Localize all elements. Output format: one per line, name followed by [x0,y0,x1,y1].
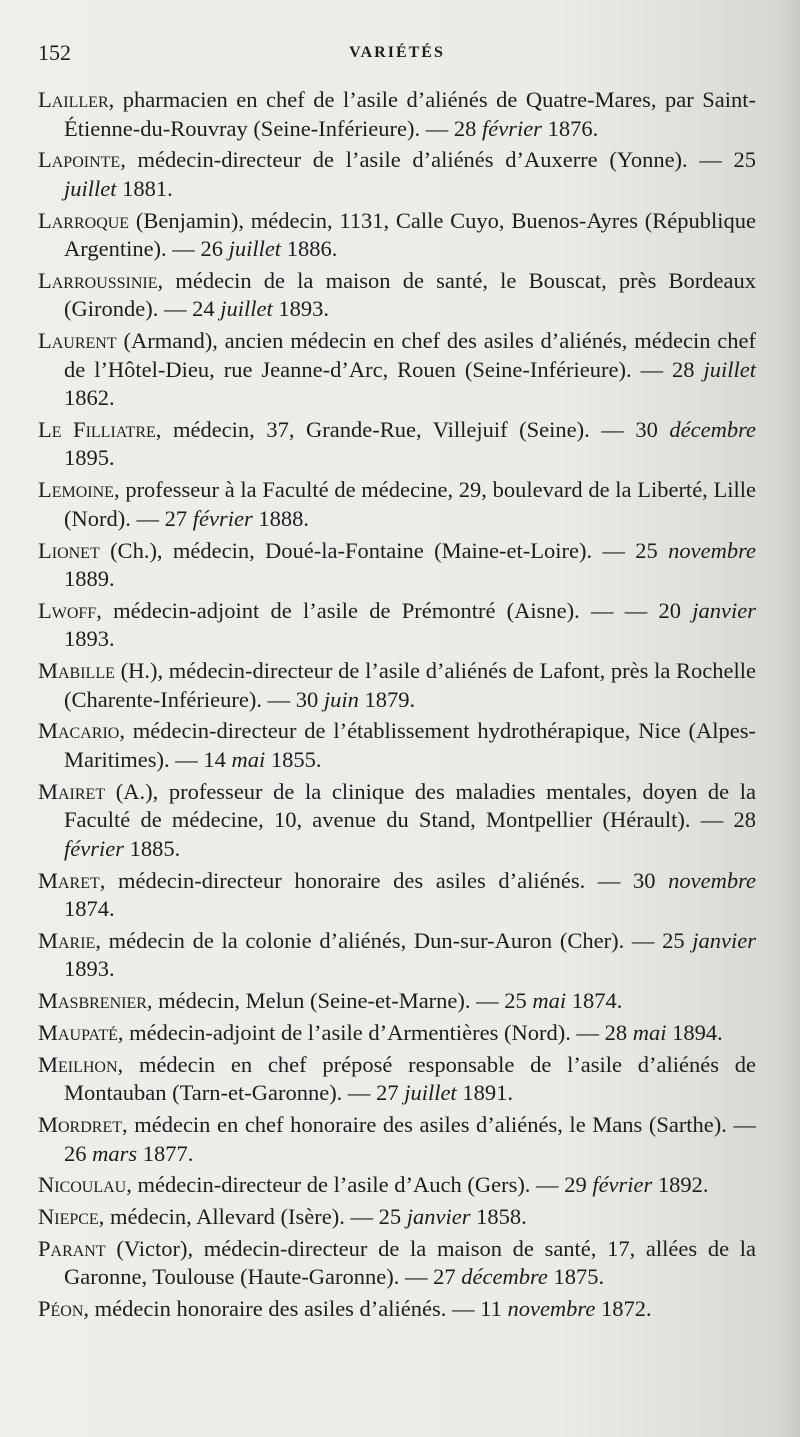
directory-entry: Niepce, médecin, Allevard (Isère). — 25 janvier 1858. [38,1204,527,1230]
entry-date-month: mars [92,1140,138,1166]
entry-name: Marie [38,927,96,953]
directory-entry: Nicoulau, médecin-directeur de l’asile d’Auch (Gers). — 29 février 1892. [38,1172,709,1198]
entry-details: (Armand), ancien médecin en chef des asiles d’aliénés, médecin chef de l’Hôtel-Dieu, rue Jeanne-d’Arc, Rouen (Seine-Inférieure). — [64,328,756,382]
entry-name: Niepce [38,1204,99,1230]
entry-details: médecin honoraire des asiles d’aliénés. — [94,1296,481,1322]
entry-name: Mairet [38,778,106,804]
entry-date-year: 1894. [672,1019,723,1045]
directory-entry [38,778,756,864]
entry-date-day: 30 [633,867,656,893]
entry-date-day: 25 [662,927,685,953]
directory-entry: Marie, médecin de la colonie d’aliénés, Dun-sur-Auron (Cher). — 25 janvier 1893. [38,927,757,982]
entry-name: Mabille [38,658,115,684]
entry-date-month: juillet [404,1080,457,1106]
entry-date-year: 1893. [278,296,329,322]
entry-date-year: 1885. [129,835,181,861]
entry-name: Macario [38,718,120,744]
directory-entry: Lailler, pharmacien en chef de l’asile d’aliénés de Quatre-Mares, par Saint-Étienne-du-Rouvray (Seine-Inférieure). — 28 février 1876. [38,87,756,141]
entry-date-year: 1874. [571,988,623,1014]
entry-date-day: 27 [376,1080,399,1106]
entry-date-year: 1858. [476,1204,527,1230]
entry-details: (Victor), médecin-directeur de la maison de santé, 17, allées de la Garonne, Toulouse (Haute-Garonne). — [64,1235,757,1290]
entry-date-day: 29 [564,1172,587,1198]
entry-date-month: février [592,1172,653,1198]
entry-date-year: 1877. [142,1140,194,1166]
entry-date-year: 1872. [600,1296,652,1322]
entry-details: médecin-adjoint de l’asile d’Armentières (Nord). — [129,1019,605,1045]
entry-date-year: 1881. [122,175,173,201]
entry-name: Maupaté [38,1019,118,1045]
directory-entry: Maret, médecin-directeur honoraire des asiles d’aliénés. — 30 novembre 1874. [38,867,757,922]
entry-date-year: 1876. [547,115,599,141]
entry-details: médecin, Melun (Seine-et-Marne). — [158,988,505,1014]
entry-date-day: 28 [604,1019,628,1045]
entry-date-month: novembre [668,867,757,893]
directory-entry [38,207,756,264]
entry-date-day: 11 [480,1296,502,1322]
entry-date-day: 25 [733,147,757,173]
entry-details: médecin de la maison de santé, le Bouscat, près Bordeaux (Gironde). — [64,267,757,322]
entry-details: pharmacien en chef de l’asile d’aliénés de Quatre-Mares, par Saint-Étienne-du-Rouvray (Seine-Inférieure). — [64,87,756,141]
entry-date-day: 25 [378,1204,402,1230]
entry-name: Parant [38,1235,106,1261]
entry-name: Mordret [38,1112,123,1138]
page-number: 152 [38,40,71,65]
directory-entry: Péon, médecin honoraire des asiles d’aliénés. — 11 novembre 1872. [38,1296,652,1322]
entry-date-month: février [64,835,124,861]
entry-date-day: 24 [192,296,215,322]
entry-date-day: 27 [433,1264,456,1290]
entry-details: médecin, Allevard (Isère). — [109,1204,379,1230]
entry-date-month: février [192,505,253,531]
entry-details: professeur à la Faculté de médecine, 29, boulevard de la Liberté, Lille (Nord). — [64,477,756,531]
entry-date-day: 28 [733,807,756,833]
entry-name: Larroque [38,207,130,233]
entry-name: Lionet [38,537,100,563]
entry-date-year: 1892. [657,1172,709,1198]
directory-entry: Lwoff, médecin-adjoint de l’asile de Prémontré (Aisne). — — 20 janvier 1893. [38,597,756,652]
entry-date-month: juillet [64,175,117,201]
entry-date-year: 1893. [64,956,115,982]
entry-name: Masbrenier [38,988,147,1014]
entry-details: médecin-directeur de l’établissement hydrothérapique, Nice (Alpes-Maritimes). — [64,718,757,772]
entry-date-month: juillet [703,356,756,382]
entry-date-year: 1895. [64,445,115,471]
directory-entry: Lemoine, professeur à la Faculté de médecine, 29, boulevard de la Liberté, Lille (Nord). — 27 février 1888. [38,477,756,531]
entry-details: médecin-directeur de l’asile d’aliénés d’Auxerre (Yonne). — [137,147,734,173]
directory-entry: Mordret, médecin en chef honoraire des asiles d’aliénés, le Mans (Sarthe). — 26 mars 1877. [38,1112,756,1166]
entry-date-year: 1886. [286,236,338,262]
entry-date-year: 1889. [64,566,115,592]
entry-date-day: 28 [672,356,695,382]
directory-entry: Meilhon, médecin en chef préposé responsable de l’asile d’aliénés de Montauban (Tarn-et-Garonne). — 27 juillet 1891. [38,1051,757,1106]
directory-entry: Larroussinie, médecin de la maison de santé, le Bouscat, près Bordeaux (Gironde). — 24 juillet 1893. [38,267,757,322]
entry-date-year: 1888. [258,505,309,531]
entry-details: médecin-directeur honoraire des asiles d’aliénés. — [118,867,633,893]
entry-date-month: janvier [692,927,757,953]
directory-entries [38,86,756,1324]
entry-date-day: 25 [635,537,658,563]
entry-name: Larroussinie [38,267,158,293]
entry-date-day: 26 [200,236,223,262]
entry-date-month: mai [632,1019,667,1045]
entry-date-month: novembre [668,537,756,563]
entry-name: Péon [38,1296,84,1322]
section-title: VARIÉTÉS [349,44,445,61]
entry-date-month: novembre [507,1296,596,1322]
entry-date-month: février [481,115,542,141]
directory-entry: Le Filliatre, médecin, 37, Grande-Rue, Villejuif (Seine). — 30 décembre 1895. [38,416,756,471]
entry-name: Lemoine [38,477,114,503]
entry-date-year: 1875. [553,1264,605,1290]
entry-date-month: juillet [220,296,273,322]
entry-date-day: 26 [64,1140,87,1166]
entry-date-day: 14 [203,746,226,772]
entry-date-month: janvier [406,1204,471,1230]
directory-entry: Maupaté, médecin-adjoint de l’asile d’Armentières (Nord). — 28 mai 1894. [38,1019,723,1045]
directory-entry [38,1235,756,1292]
entry-name: Lailler [38,87,109,112]
entry-date-month: juin [323,686,359,712]
entry-date-year: 1862. [64,385,115,411]
entry-date-day: 25 [504,988,527,1014]
entry-date-day: 30 [295,686,319,712]
directory-entry: Masbrenier, médecin, Melun (Seine-et-Marne). — 25 mai 1874. [38,988,623,1014]
entry-name: Le Filliatre [38,416,156,442]
entry-name: Nicoulau [38,1172,127,1198]
entry-name: Lapointe [38,147,121,173]
entry-name: Meilhon [38,1051,118,1077]
running-head [38,40,756,74]
entry-date-month: juillet [228,236,282,262]
entry-date-year: 1893. [64,626,115,652]
entry-details: médecin-adjoint de l’asile de Prémontré (Aisne). — — [113,597,659,623]
entry-date-month: décembre [669,416,756,442]
entry-details: (Benjamin), médecin, 1131, Calle Cuyo, Buenos-Ayres (République Argentine). — [64,207,756,262]
entry-details: médecin-directeur de l’asile d’Auch (Gers). — [137,1172,565,1198]
entry-date-year: 1855. [270,746,322,772]
directory-entry: Lapointe, médecin-directeur de l’asile d’aliénés d’Auxerre (Yonne). — 25 juillet 1881. [38,147,757,201]
entry-details: (Ch.), médecin, Doué-la-Fontaine (Maine-et-Loire). — [110,537,636,563]
entry-details: (A.), professeur de la clinique des maladies mentales, doyen de la Faculté de médecine, 10, avenue du Stand, Montpellier (Hérault). — [64,778,757,833]
entry-details: médecin de la colonie d’aliénés, Dun-sur-Auron (Cher). — [108,927,663,953]
entry-date-month: mai [231,746,266,772]
entry-date-month: janvier [692,597,756,623]
directory-entry [38,327,756,413]
entry-name: Lwoff [38,597,97,623]
directory-entry [38,537,756,594]
entry-date-day: 30 [635,416,658,442]
entry-date-month: décembre [461,1264,548,1290]
entry-date-day: 20 [658,597,682,623]
entry-details: médecin en chef honoraire des asiles d’aliénés, le Mans (Sarthe). — [134,1112,756,1138]
directory-entry [38,657,756,714]
entry-details: médecin, 37, Grande-Rue, Villejuif (Seine). — [172,416,636,442]
directory-entry: Macario, médecin-directeur de l’établissement hydrothérapique, Nice (Alpes-Maritimes). — 14 mai 1855. [38,718,757,772]
entry-date-year: 1891. [462,1080,513,1106]
entry-name: Maret [38,867,100,893]
entry-details: (H.), médecin-directeur de l’asile d’aliénés de Lafont, près la Rochelle (Charente-Inférieure). — [64,658,756,712]
entry-date-year: 1879. [364,686,416,712]
entry-name: Laurent [38,328,117,354]
entry-date-year: 1874. [64,896,115,922]
entry-details: médecin en chef préposé responsable de l’asile d’aliénés de Montauban (Tarn-et-Garonne). — [64,1051,757,1106]
entry-date-month: mai [532,988,567,1014]
entry-date-day: 28 [453,115,477,141]
entry-date-day: 27 [164,505,188,531]
